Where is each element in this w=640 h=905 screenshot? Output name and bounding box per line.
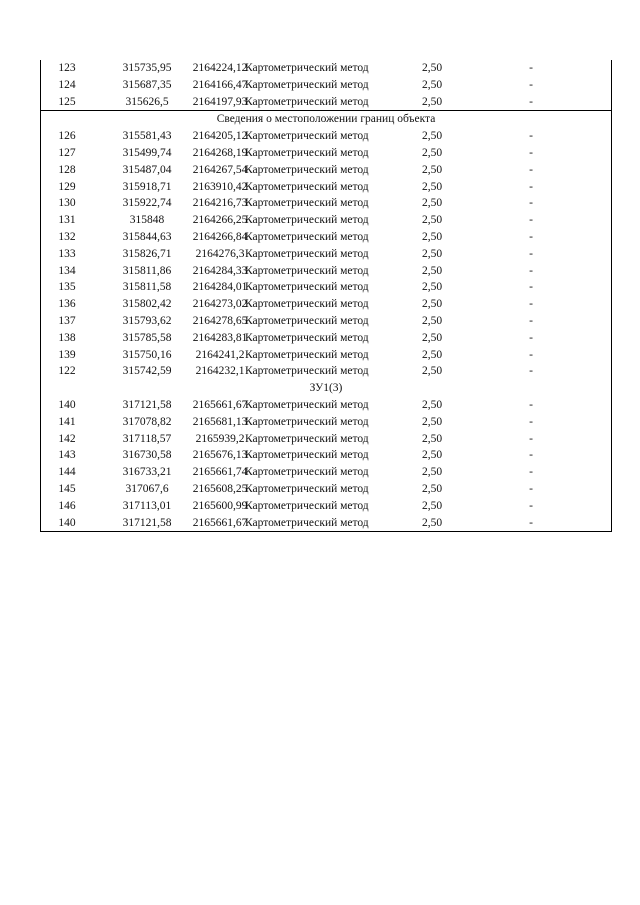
accuracy-cell: 2,50 <box>421 78 443 91</box>
note-cell: - <box>529 482 533 495</box>
table-row <box>41 279 611 296</box>
x-coordinate-cell: 317078,82 <box>122 415 172 428</box>
point-group-2 <box>41 128 611 380</box>
x-coordinate-cell: 317067,6 <box>125 482 169 495</box>
method-cell: Картометрический метод <box>245 398 369 411</box>
note-cell: - <box>529 365 533 378</box>
x-coordinate-cell: 316733,21 <box>122 466 172 479</box>
table-row <box>41 162 611 179</box>
y-coordinate-cell: 2165681,13 <box>192 415 248 428</box>
y-coordinate-cell: 2164266,25 <box>192 214 248 227</box>
x-coordinate-cell: 315793,62 <box>122 314 172 327</box>
accuracy-cell: 2,50 <box>421 180 443 193</box>
accuracy-cell: 2,50 <box>421 214 443 227</box>
y-coordinate-cell: 2165939,2 <box>195 432 245 445</box>
accuracy-cell: 2,50 <box>421 146 443 159</box>
note-cell: - <box>529 197 533 210</box>
x-coordinate-cell: 315742,59 <box>122 365 172 378</box>
y-coordinate-cell: 2164216,73 <box>192 197 248 210</box>
table-row <box>41 212 611 229</box>
method-cell: Картометрический метод <box>245 180 369 193</box>
y-coordinate-cell: 2164276,3 <box>195 247 245 260</box>
point-number-cell: 132 <box>58 230 76 243</box>
y-coordinate-cell: 2164166,47 <box>192 78 248 91</box>
method-cell: Картометрический метод <box>245 146 369 159</box>
note-cell: - <box>529 247 533 260</box>
note-cell: - <box>529 130 533 143</box>
method-cell: Картометрический метод <box>245 466 369 479</box>
table-row <box>41 60 611 77</box>
y-coordinate-cell: 2164268,19 <box>192 146 248 159</box>
point-number-cell: 130 <box>58 197 76 210</box>
x-coordinate-cell: 317118,57 <box>122 432 172 445</box>
method-cell: Картометрический метод <box>245 62 369 74</box>
note-cell: - <box>529 331 533 344</box>
y-coordinate-cell: 2164283,81 <box>192 331 248 344</box>
table-row <box>41 330 611 347</box>
x-coordinate-cell: 315844,63 <box>122 230 172 243</box>
accuracy-cell: 2,50 <box>421 298 443 311</box>
note-cell: - <box>529 146 533 159</box>
method-cell: Картометрический метод <box>245 163 369 176</box>
note-cell: - <box>529 415 533 428</box>
x-coordinate-cell: 315581,43 <box>122 130 172 143</box>
note-cell: - <box>529 264 533 277</box>
x-coordinate-cell: 316730,58 <box>122 449 172 462</box>
note-cell: - <box>529 214 533 227</box>
section-title-boundaries: Сведения о местоположении границ объекта <box>41 110 611 128</box>
point-number-cell: 134 <box>58 264 76 277</box>
accuracy-cell: 2,50 <box>421 331 443 344</box>
x-coordinate-cell: 315802,42 <box>122 298 172 311</box>
y-coordinate-cell: 2164241,2 <box>195 348 245 361</box>
table-row <box>41 414 611 431</box>
point-number-cell: 145 <box>58 482 76 495</box>
y-coordinate-cell: 2164266,84 <box>192 230 248 243</box>
note-cell: - <box>529 499 533 512</box>
x-coordinate-cell: 315735,95 <box>122 62 172 74</box>
method-cell: Картометрический метод <box>245 331 369 344</box>
table-row <box>41 447 611 464</box>
note-cell: - <box>529 449 533 462</box>
note-cell: - <box>529 466 533 479</box>
table-row <box>41 77 611 94</box>
point-number-cell: 136 <box>58 298 76 311</box>
point-number-cell: 124 <box>58 78 76 91</box>
table-row <box>41 498 611 515</box>
coordinates-table <box>40 60 612 532</box>
x-coordinate-cell: 315826,71 <box>122 247 172 260</box>
accuracy-cell: 2,50 <box>421 432 443 445</box>
x-coordinate-cell: 315487,04 <box>122 163 172 176</box>
accuracy-cell: 2,50 <box>421 163 443 176</box>
accuracy-cell: 2,50 <box>421 264 443 277</box>
accuracy-cell: 2,50 <box>421 281 443 294</box>
point-number-cell: 128 <box>58 163 76 176</box>
method-cell: Картометрический метод <box>245 281 369 294</box>
point-number-cell: 131 <box>58 214 76 227</box>
y-coordinate-cell: 2164273,02 <box>192 298 248 311</box>
y-coordinate-cell: 2164278,65 <box>192 314 248 327</box>
method-cell: Картометрический метод <box>245 482 369 495</box>
x-coordinate-cell: 315626,5 <box>125 95 169 108</box>
point-number-cell: 144 <box>58 466 76 479</box>
accuracy-cell: 2,50 <box>421 62 443 74</box>
y-coordinate-cell: 2164205,12 <box>192 130 248 143</box>
method-cell: Картометрический метод <box>245 95 369 108</box>
accuracy-cell: 2,50 <box>421 466 443 479</box>
point-number-cell: 127 <box>58 146 76 159</box>
y-coordinate-cell: 2165676,13 <box>192 449 248 462</box>
note-cell: - <box>529 516 533 529</box>
table-row <box>41 431 611 448</box>
point-number-cell: 125 <box>58 95 76 108</box>
table-row <box>41 246 611 263</box>
note-cell: - <box>529 180 533 193</box>
x-coordinate-cell: 315811,58 <box>122 281 172 294</box>
y-coordinate-cell: 2164284,01 <box>192 281 248 294</box>
y-coordinate-cell: 2164232,1 <box>195 365 245 378</box>
note-cell: - <box>529 281 533 294</box>
x-coordinate-cell: 317121,58 <box>122 398 172 411</box>
x-coordinate-cell: 317121,58 <box>122 516 172 529</box>
point-number-cell: 139 <box>58 348 76 361</box>
x-coordinate-cell: 317113,01 <box>122 499 172 512</box>
y-coordinate-cell: 2164284,33 <box>192 264 248 277</box>
point-group-1 <box>41 60 611 110</box>
table-row <box>41 296 611 313</box>
method-cell: Картометрический метод <box>245 78 369 91</box>
method-cell: Картометрический метод <box>245 348 369 361</box>
accuracy-cell: 2,50 <box>421 348 443 361</box>
point-number-cell: 140 <box>58 516 76 529</box>
table-row <box>41 347 611 364</box>
method-cell: Картометрический метод <box>245 365 369 378</box>
point-number-cell: 146 <box>58 499 76 512</box>
table-row <box>41 145 611 162</box>
accuracy-cell: 2,50 <box>421 516 443 529</box>
method-cell: Картометрический метод <box>245 197 369 210</box>
method-cell: Картометрический метод <box>245 314 369 327</box>
x-coordinate-cell: 315499,74 <box>122 146 172 159</box>
method-cell: Картометрический метод <box>245 230 369 243</box>
table-row <box>41 263 611 280</box>
note-cell: - <box>529 230 533 243</box>
point-number-cell: 138 <box>58 331 76 344</box>
y-coordinate-cell: 2165661,67 <box>192 516 248 529</box>
point-number-cell: 133 <box>58 247 76 260</box>
table-row <box>41 481 611 498</box>
y-coordinate-cell: 2164224,12 <box>192 62 248 74</box>
y-coordinate-cell: 2164267,54 <box>192 163 248 176</box>
method-cell: Картометрический метод <box>245 449 369 462</box>
y-coordinate-cell: 2165600,99 <box>192 499 248 512</box>
table-row <box>41 179 611 196</box>
table-row <box>41 195 611 212</box>
accuracy-cell: 2,50 <box>421 197 443 210</box>
table-row <box>41 464 611 481</box>
point-number-cell: 142 <box>58 432 76 445</box>
table-row <box>41 515 611 532</box>
point-group-3 <box>41 397 611 531</box>
point-number-cell: 123 <box>58 62 76 74</box>
note-cell: - <box>529 298 533 311</box>
note-cell: - <box>529 398 533 411</box>
note-cell: - <box>529 314 533 327</box>
table-row <box>41 363 611 380</box>
table-row <box>41 128 611 145</box>
accuracy-cell: 2,50 <box>421 95 443 108</box>
method-cell: Картометрический метод <box>245 130 369 143</box>
x-coordinate-cell: 315848 <box>129 214 165 227</box>
point-number-cell: 141 <box>58 415 76 428</box>
accuracy-cell: 2,50 <box>421 482 443 495</box>
accuracy-cell: 2,50 <box>421 449 443 462</box>
point-number-cell: 122 <box>58 365 76 378</box>
x-coordinate-cell: 315811,86 <box>122 264 172 277</box>
point-number-cell: 143 <box>58 449 76 462</box>
method-cell: Картометрический метод <box>245 516 369 529</box>
method-cell: Картометрический метод <box>245 214 369 227</box>
accuracy-cell: 2,50 <box>421 314 443 327</box>
accuracy-cell: 2,50 <box>421 247 443 260</box>
note-cell: - <box>529 62 533 74</box>
y-coordinate-cell: 2165661,67 <box>192 398 248 411</box>
method-cell: Картометрический метод <box>245 432 369 445</box>
note-cell: - <box>529 348 533 361</box>
table-row <box>41 94 611 111</box>
y-coordinate-cell: 2163910,42 <box>192 180 248 193</box>
table-row <box>41 397 611 414</box>
method-cell: Картометрический метод <box>245 264 369 277</box>
section-title-plot: ЗУ1(3) <box>309 382 343 395</box>
x-coordinate-cell: 315687,35 <box>122 78 172 91</box>
x-coordinate-cell: 315750,16 <box>122 348 172 361</box>
accuracy-cell: 2,50 <box>421 365 443 378</box>
accuracy-cell: 2,50 <box>421 499 443 512</box>
note-cell: - <box>529 95 533 108</box>
accuracy-cell: 2,50 <box>421 415 443 428</box>
point-number-cell: 126 <box>58 130 76 143</box>
accuracy-cell: 2,50 <box>421 230 443 243</box>
point-number-cell: 140 <box>58 398 76 411</box>
y-coordinate-cell: 2165608,25 <box>192 482 248 495</box>
method-cell: Картометрический метод <box>245 415 369 428</box>
method-cell: Картометрический метод <box>245 247 369 260</box>
accuracy-cell: 2,50 <box>421 398 443 411</box>
accuracy-cell: 2,50 <box>421 130 443 143</box>
note-cell: - <box>529 78 533 91</box>
point-number-cell: 137 <box>58 314 76 327</box>
point-number-cell: 129 <box>58 180 76 193</box>
method-cell: Картометрический метод <box>245 298 369 311</box>
note-cell: - <box>529 432 533 445</box>
point-number-cell: 135 <box>58 281 76 294</box>
note-cell: - <box>529 163 533 176</box>
x-coordinate-cell: 315918,71 <box>122 180 172 193</box>
table-row <box>41 313 611 330</box>
method-cell: Картометрический метод <box>245 499 369 512</box>
x-coordinate-cell: 315922,74 <box>122 197 172 210</box>
y-coordinate-cell: 2165661,74 <box>192 466 248 479</box>
y-coordinate-cell: 2164197,93 <box>192 95 248 108</box>
table-row <box>41 229 611 246</box>
x-coordinate-cell: 315785,58 <box>122 331 172 344</box>
